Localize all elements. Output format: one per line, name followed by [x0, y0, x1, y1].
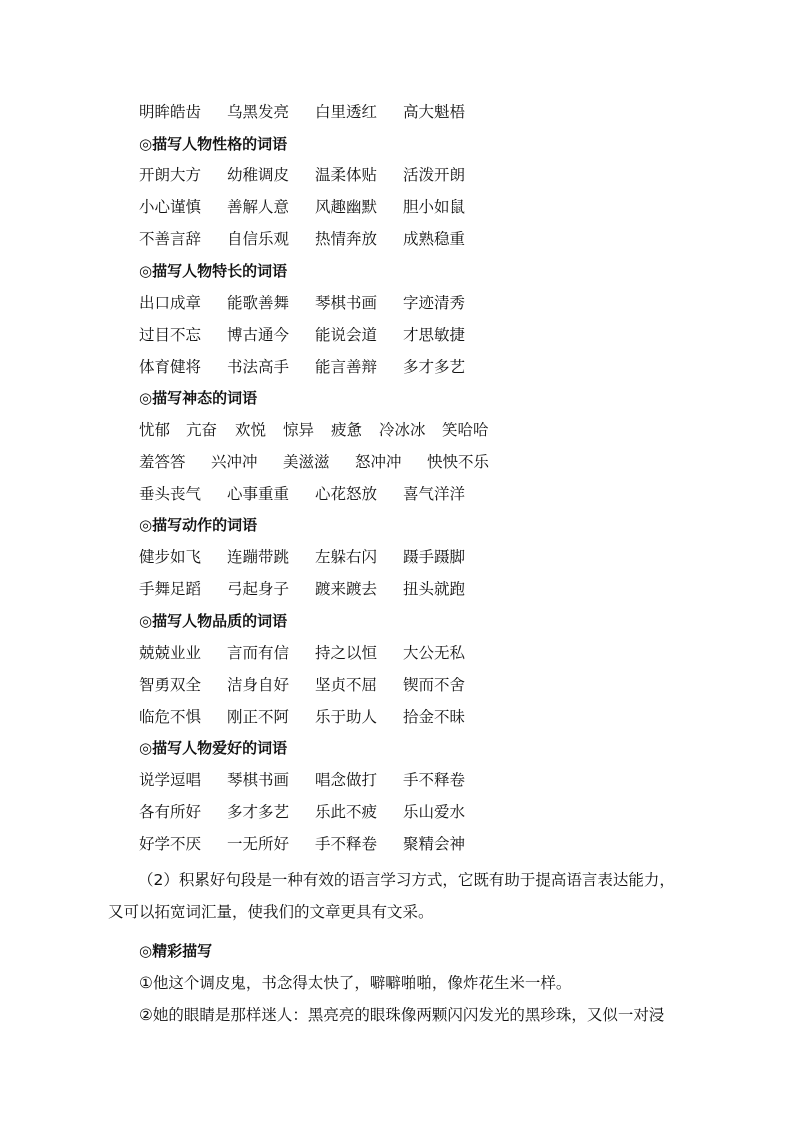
word: 智勇双全 — [139, 676, 202, 694]
word: 说学逗唱 — [139, 771, 202, 789]
word: 坚贞不屈 — [315, 676, 378, 694]
word: 能说会道 — [315, 326, 378, 344]
section-heading: ◎描写人物特长的词语 — [139, 262, 288, 280]
word: 手舞足蹈 — [139, 580, 202, 598]
word: 胆小如鼠 — [403, 198, 466, 216]
word: 锲而不舍 — [403, 676, 466, 694]
example-sentence: ②她的眼睛是那样迷人：黑亮亮的眼珠像两颗闪闪发光的黑珍珠，又似一对浸 — [139, 1006, 665, 1024]
word: 乐于助人 — [315, 708, 378, 726]
section-heading: ◎描写动作的词语 — [139, 516, 258, 534]
word: 怒冲冲 — [355, 453, 402, 471]
word: 博古通今 — [227, 326, 290, 344]
word: 扭头就跑 — [403, 580, 466, 598]
word: 忧郁 — [139, 421, 171, 439]
word: 过目不忘 — [139, 326, 202, 344]
word: 兢兢业业 — [139, 644, 202, 662]
word: 惊异 — [283, 421, 315, 439]
word: 垂头丧气 — [139, 485, 202, 503]
word: 琴棋书画 — [315, 294, 378, 312]
word: 笑哈哈 — [442, 421, 489, 439]
word: 左躲右闪 — [315, 548, 378, 566]
word: 自信乐观 — [227, 230, 290, 248]
word: 字迹清秀 — [403, 294, 466, 312]
word: 温柔体贴 — [315, 166, 378, 184]
word: 幼稚调皮 — [227, 166, 290, 184]
word: 开朗大方 — [139, 166, 202, 184]
word: 亢奋 — [186, 421, 218, 439]
section-heading: ◎描写神态的词语 — [139, 389, 258, 407]
word: 心花怒放 — [315, 485, 378, 503]
word: 大公无私 — [403, 644, 466, 662]
word: 健步如飞 — [139, 548, 202, 566]
word: 能歌善舞 — [227, 294, 290, 312]
word: 蹑手蹑脚 — [403, 548, 466, 566]
word: 小心谨慎 — [139, 198, 202, 216]
word: 才思敏捷 — [403, 326, 466, 344]
word: 活泼开朗 — [403, 166, 466, 184]
word: 热情奔放 — [315, 230, 378, 248]
word: 琴棋书画 — [227, 771, 290, 789]
word: 出口成章 — [139, 294, 202, 312]
word: 书法高手 — [227, 358, 290, 376]
section-heading: ◎精彩描写 — [139, 942, 213, 960]
word: 乐山爱水 — [403, 803, 466, 821]
word: 能言善辩 — [315, 358, 378, 376]
word: 手不释卷 — [403, 771, 466, 789]
word: 乌黑发亮 — [227, 103, 290, 121]
word: 风趣幽默 — [315, 198, 378, 216]
section-heading: ◎描写人物性格的词语 — [139, 135, 288, 153]
word: 美滋滋 — [283, 453, 330, 471]
word: 各有所好 — [139, 803, 202, 821]
word: 善解人意 — [227, 198, 290, 216]
word: 洁身自好 — [227, 676, 290, 694]
word: 持之以恒 — [315, 644, 378, 662]
example-sentence: ①他这个调皮鬼，书念得太快了，噼噼啪啪，像炸花生米一样。 — [139, 974, 572, 992]
word: 拾金不昧 — [403, 708, 466, 726]
word: 疲惫 — [331, 421, 363, 439]
word: 多才多艺 — [227, 803, 290, 821]
word: 言而有信 — [227, 644, 290, 662]
word: 怏怏不乐 — [427, 453, 490, 471]
word: 冷冰冰 — [379, 421, 426, 439]
word: 喜气洋洋 — [403, 485, 466, 503]
word: 一无所好 — [227, 835, 290, 853]
section-heading: ◎描写人物品质的词语 — [139, 612, 288, 630]
word: 手不释卷 — [315, 835, 378, 853]
word: 欢悦 — [235, 421, 267, 439]
word: 成熟稳重 — [403, 230, 466, 248]
word: 兴冲冲 — [211, 453, 258, 471]
word: 多才多艺 — [403, 358, 466, 376]
word: 唱念做打 — [315, 771, 378, 789]
section-heading: ◎描写人物爱好的词语 — [139, 739, 288, 757]
word: 刚正不阿 — [227, 708, 290, 726]
word: 弓起身子 — [227, 580, 290, 598]
body-paragraph: （2）积累好句段是一种有效的语言学习方式，它既有助于提高语言表达能力，又可以拓宽词汇量，使我们的文章更具有文采。 — [108, 871, 675, 921]
word: 高大魁梧 — [403, 103, 466, 121]
word: 乐此不疲 — [315, 803, 378, 821]
word: 羞答答 — [139, 453, 186, 471]
word: 好学不厌 — [139, 835, 202, 853]
word: 白里透红 — [315, 103, 378, 121]
word: 明眸皓齿 — [139, 103, 202, 121]
word: 心事重重 — [227, 485, 290, 503]
word: 踱来踱去 — [315, 580, 378, 598]
word: 体育健将 — [139, 358, 202, 376]
word: 不善言辞 — [139, 230, 202, 248]
word: 聚精会神 — [403, 835, 466, 853]
word: 连蹦带跳 — [227, 548, 290, 566]
word: 临危不惧 — [139, 708, 202, 726]
